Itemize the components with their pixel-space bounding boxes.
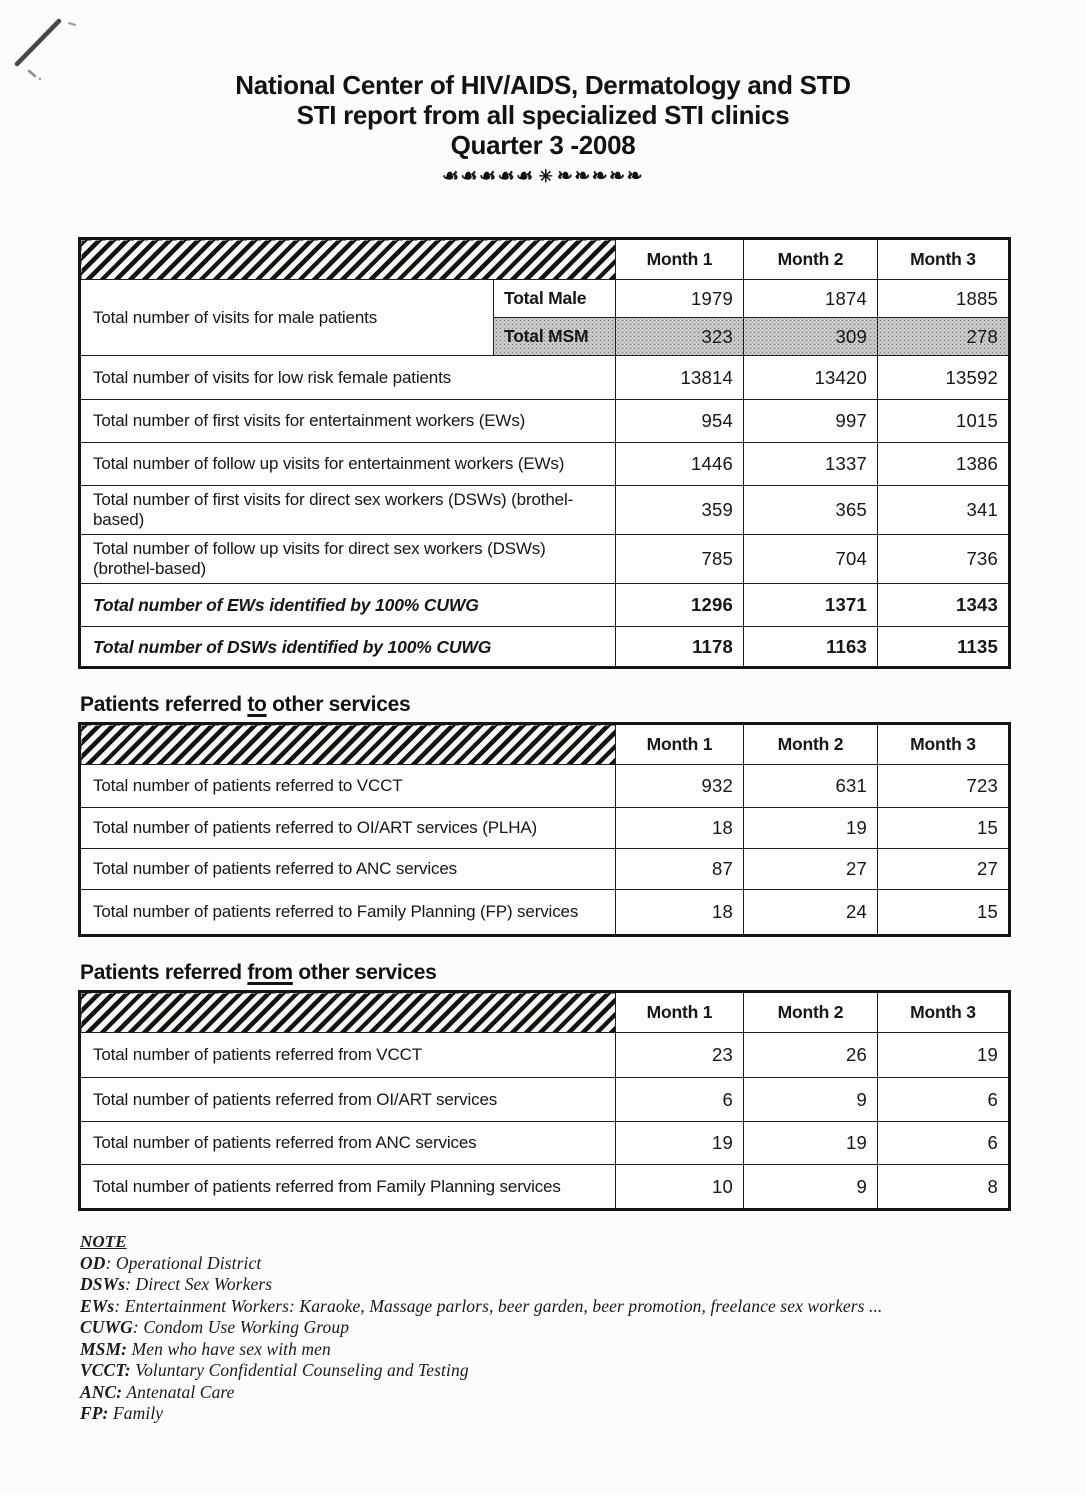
row-label: Total number of follow up visits for direct sex workers (DSWs) (brothel-based) xyxy=(80,535,616,584)
row-label: Total number of visits for low risk female patients xyxy=(80,356,616,400)
value-cell: 1343 xyxy=(878,584,1010,627)
heading-text: Patients referred xyxy=(80,693,248,716)
note-abbr: FP: xyxy=(80,1403,109,1423)
value-cell: 359 xyxy=(616,486,744,535)
value-cell: 13592 xyxy=(878,356,1010,400)
column-header-month-2: Month 2 xyxy=(744,239,878,280)
heading-underlined-word: to xyxy=(247,693,267,716)
note-abbr: VCCT: xyxy=(80,1360,131,1380)
value-cell: 19 xyxy=(878,1033,1010,1078)
row-label: Total number of EWs identified by 100% CUWG xyxy=(80,584,616,627)
note-line xyxy=(80,1382,1086,1404)
value-cell: 341 xyxy=(878,486,1010,535)
value-cell: 954 xyxy=(616,400,744,443)
table-row xyxy=(80,356,1010,400)
note-abbr: DSWs xyxy=(80,1274,126,1294)
row-label: Total number of patients referred from Family Planning services xyxy=(80,1165,616,1210)
value-cell: 19 xyxy=(616,1122,744,1165)
value-cell: 704 xyxy=(744,535,878,584)
note-title: NOTE xyxy=(80,1232,127,1251)
table-row xyxy=(80,765,1010,808)
section-heading-referred-to xyxy=(80,693,1086,717)
value-cell: 18 xyxy=(616,890,744,936)
value-cell: 10 xyxy=(616,1165,744,1210)
table-row-total-male xyxy=(80,280,1010,318)
note-line xyxy=(80,1296,1086,1318)
sub-row-label-total-msm: Total MSM xyxy=(494,318,616,356)
value-cell: 1979 xyxy=(616,280,744,318)
decorative-ornament xyxy=(0,165,1086,189)
note-definition: : Direct Sex Workers xyxy=(125,1274,273,1294)
note-line xyxy=(80,1360,1086,1382)
note-abbr: OD xyxy=(80,1252,106,1273)
table-row xyxy=(80,890,1010,936)
value-cell: 27 xyxy=(744,849,878,890)
table-row xyxy=(80,535,1010,584)
row-label: Total number of first visits for direct sex workers (DSWs) (brothel-based) xyxy=(80,486,616,535)
value-cell: 1296 xyxy=(616,584,744,627)
row-label: Total number of DSWs identified by 100% CUWG xyxy=(80,627,616,668)
row-label: Total number of patients referred to Family Planning (FP) services xyxy=(80,890,616,936)
heading-text: other services xyxy=(266,693,411,716)
report-title-line-1: National Center of HIV/AIDS, Dermatology and STD xyxy=(235,70,851,100)
note-definition: : Entertainment Workers: Karaoke, Massage parlors, beer garden, beer promotion, freelance sex workers ... xyxy=(114,1295,883,1316)
report-header xyxy=(0,0,1086,160)
note-line xyxy=(80,1339,1086,1361)
value-cell: 23 xyxy=(616,1033,744,1078)
value-cell: 1178 xyxy=(616,627,744,668)
flower-icon: ✳ xyxy=(538,167,553,186)
value-cell: 1446 xyxy=(616,443,744,486)
column-header-month-1: Month 1 xyxy=(616,724,744,765)
section-heading-referred-from xyxy=(80,961,1086,985)
value-cell: 1874 xyxy=(744,280,878,318)
table-row xyxy=(80,443,1010,486)
value-cell: 19 xyxy=(744,1122,878,1165)
table-row xyxy=(80,1078,1010,1122)
heading-text: Patients referred xyxy=(80,961,248,984)
visits-table xyxy=(78,237,1011,669)
sub-row-label-total-male: Total Male xyxy=(494,280,616,318)
note-section xyxy=(80,1231,1086,1425)
note-line xyxy=(80,1317,1086,1339)
ornament-left-scrolls: ☙☙☙☙☙ xyxy=(441,166,535,187)
column-header-month-2: Month 2 xyxy=(744,724,878,765)
visits-table-header-row xyxy=(80,239,1010,280)
note-abbr: MSM: xyxy=(80,1338,128,1359)
value-cell: 1015 xyxy=(878,400,1010,443)
value-cell: 15 xyxy=(878,808,1010,849)
referred-from-header-row xyxy=(80,992,1010,1033)
note-line xyxy=(80,1403,1086,1425)
value-cell: 9 xyxy=(744,1078,878,1122)
table-row-dsws-cuwg-total xyxy=(80,627,1010,668)
pen-mark-artifact xyxy=(0,0,130,130)
value-cell: 87 xyxy=(616,849,744,890)
value-cell: 309 xyxy=(744,318,878,356)
table-row xyxy=(80,486,1010,535)
value-cell: 8 xyxy=(878,1165,1010,1210)
value-cell: 13420 xyxy=(744,356,878,400)
value-cell: 13814 xyxy=(616,356,744,400)
note-definition: : Condom Use Working Group xyxy=(132,1317,350,1337)
row-label: Total number of patients referred from ANC services xyxy=(80,1122,616,1165)
note-abbr: ANC: xyxy=(80,1381,123,1402)
note-abbr: CUWG xyxy=(80,1317,133,1337)
hatched-header-cell xyxy=(80,724,616,765)
value-cell: 932 xyxy=(616,765,744,808)
row-label: Total number of patients referred to ANC services xyxy=(80,849,616,890)
heading-text: other services xyxy=(292,961,437,984)
hatched-header-cell xyxy=(80,239,616,280)
value-cell: 27 xyxy=(878,849,1010,890)
value-cell: 323 xyxy=(616,318,744,356)
note-definition: Antenatal Care xyxy=(122,1381,235,1402)
table-row xyxy=(80,849,1010,890)
value-cell: 15 xyxy=(878,890,1010,936)
table-row xyxy=(80,400,1010,443)
note-definition: Men who have sex with men xyxy=(127,1338,331,1359)
note-line xyxy=(80,1274,1086,1296)
referred-to-header-row xyxy=(80,724,1010,765)
report-title-line-2: STI report from all specialized STI clinics xyxy=(296,100,790,130)
note-definition: Voluntary Confidential Counseling and Testing xyxy=(130,1360,469,1380)
value-cell: 6 xyxy=(878,1122,1010,1165)
value-cell: 6 xyxy=(878,1078,1010,1122)
row-label: Total number of follow up visits for entertainment workers (EWs) xyxy=(80,443,616,486)
value-cell: 1885 xyxy=(878,280,1010,318)
value-cell: 631 xyxy=(744,765,878,808)
value-cell: 997 xyxy=(744,400,878,443)
note-line xyxy=(80,1253,1086,1275)
note-abbr: EWs xyxy=(80,1295,115,1316)
row-label: Total number of patients referred from VCCT xyxy=(80,1033,616,1078)
column-header-month-3: Month 3 xyxy=(878,724,1010,765)
column-header-month-2: Month 2 xyxy=(744,992,878,1033)
value-cell: 1371 xyxy=(744,584,878,627)
table-row-ews-cuwg-total xyxy=(80,584,1010,627)
value-cell: 1135 xyxy=(878,627,1010,668)
value-cell: 1337 xyxy=(744,443,878,486)
row-label: Total number of patients referred to OI/ART services (PLHA) xyxy=(80,808,616,849)
value-cell: 18 xyxy=(616,808,744,849)
value-cell: 1386 xyxy=(878,443,1010,486)
value-cell: 19 xyxy=(744,808,878,849)
column-header-month-3: Month 3 xyxy=(878,239,1010,280)
value-cell: 1163 xyxy=(744,627,878,668)
value-cell: 723 xyxy=(878,765,1010,808)
row-label: Total number of patients referred from OI/ART services xyxy=(80,1078,616,1122)
row-label: Total number of patients referred to VCCT xyxy=(80,765,616,808)
table-row xyxy=(80,1165,1010,1210)
table-row xyxy=(80,808,1010,849)
value-cell: 24 xyxy=(744,890,878,936)
table-row xyxy=(80,1122,1010,1165)
column-header-month-1: Month 1 xyxy=(616,239,744,280)
value-cell: 736 xyxy=(878,535,1010,584)
value-cell: 6 xyxy=(616,1078,744,1122)
row-label: Total number of first visits for entertainment workers (EWs) xyxy=(80,400,616,443)
report-title-line-3: Quarter 3 -2008 xyxy=(450,130,636,160)
hatched-header-cell xyxy=(80,992,616,1033)
value-cell: 278 xyxy=(878,318,1010,356)
column-header-month-3: Month 3 xyxy=(878,992,1010,1033)
value-cell: 365 xyxy=(744,486,878,535)
value-cell: 26 xyxy=(744,1033,878,1078)
heading-underlined-word: from xyxy=(247,961,293,984)
row-label-male-visits-group: Total number of visits for male patients xyxy=(80,280,494,356)
ornament-right-scrolls: ❧❧❧❧❧ xyxy=(556,166,645,187)
column-header-month-1: Month 1 xyxy=(616,992,744,1033)
referred-to-table xyxy=(78,722,1011,937)
value-cell: 785 xyxy=(616,535,744,584)
referred-from-table xyxy=(78,990,1011,1211)
value-cell: 9 xyxy=(744,1165,878,1210)
note-definition: Family xyxy=(108,1403,164,1423)
note-definition: : Operational District xyxy=(105,1252,262,1273)
table-row xyxy=(80,1033,1010,1078)
